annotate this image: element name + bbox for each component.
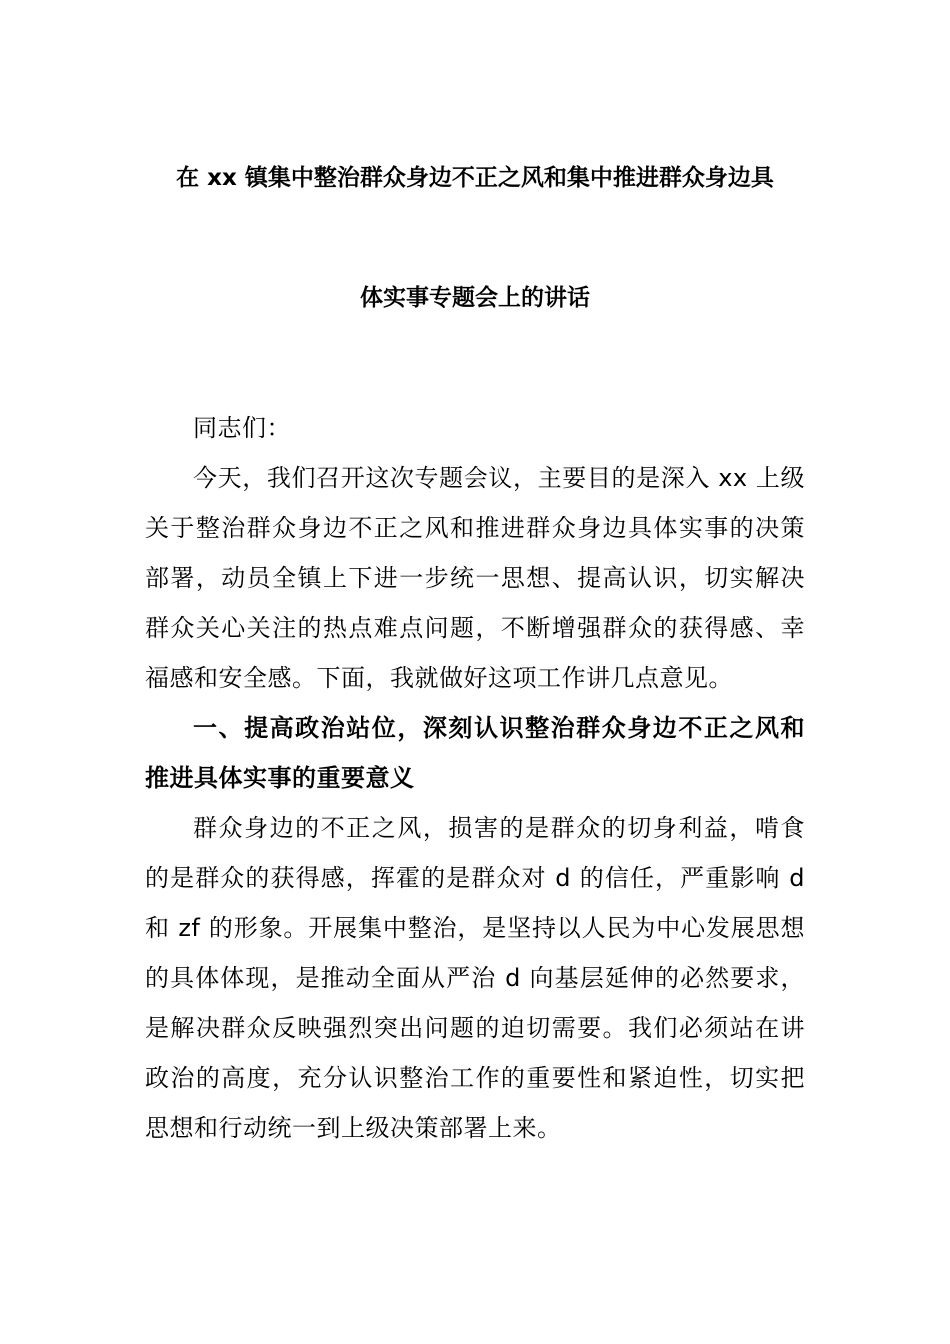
section-heading-1: 一、提高政治站位，深刻认识整治群众身边不正之风和推进具体实事的重要意义 bbox=[145, 714, 805, 792]
document-title-line-2: 体实事专题会上的讲话 bbox=[360, 285, 590, 311]
salutation: 同志们： bbox=[193, 414, 291, 442]
paragraph-intro: 今天，我们召开这次专题会议，主要目的是深入 xx 上级关于整治群众身边不正之风和推进群众身边具体实事的决策部署，动员全镇上下进一步统一思想、提高认识，切实解决群众关心关注的热点难点问题，不断增强群众的获得感、幸福感和安全感。下面，我就做好这项工作讲几点意见。 bbox=[145, 464, 805, 692]
document-title-line-1: 在 xx 镇集中整治群众身边不正之风和集中推进群众身边具 bbox=[176, 165, 774, 191]
document-body bbox=[145, 403, 805, 1153]
paragraph-section-1: 群众身边的不正之风，损害的是群众的切身利益，啃食的是群众的获得感，挥霍的是群众对 d 的信任，严重影响 d 和 zf 的形象。开展集中整治，是坚持以人民为中心发展思想的具体体现，是推动全面从严治 d 向基层延伸的必然要求，是解决群众反映强烈突出问题的迫切需要。我们必须站在讲政治的高度，充分认识整治工作的重要性和紧迫性，切实把思想和行动统一到上级决策部署上来。 bbox=[145, 814, 805, 1142]
